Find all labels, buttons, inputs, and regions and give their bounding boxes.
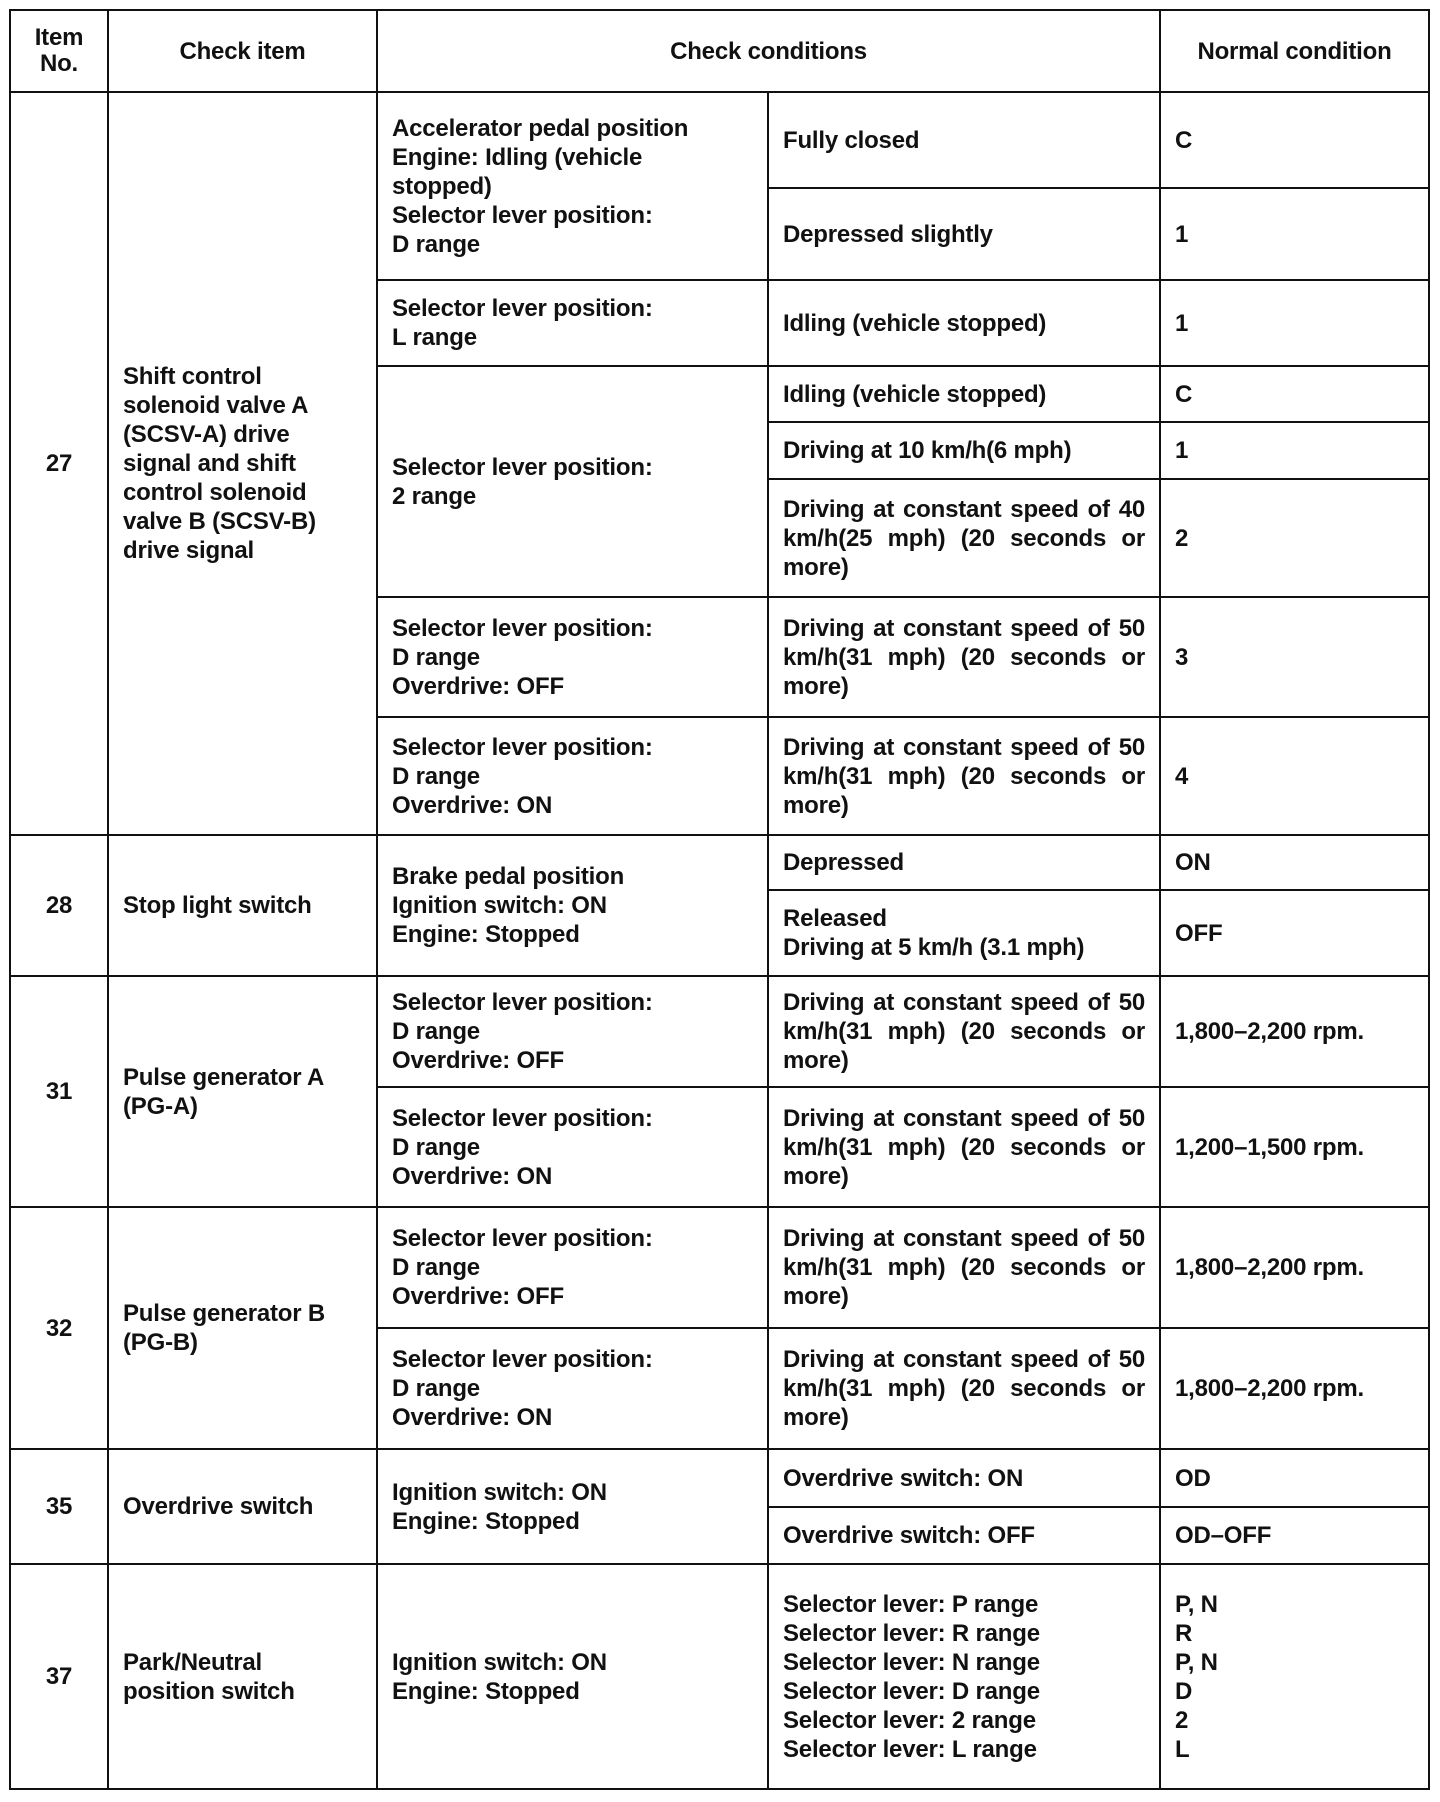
normal-condition: 3: [1160, 597, 1429, 717]
condition-detail: Overdrive switch: ON: [768, 1449, 1160, 1507]
condition-detail: Driving at constant speed of 50 km/h(31 mph) (20 seconds or more): [768, 1207, 1160, 1328]
check-item: Pulse generator A (PG-A): [108, 976, 377, 1207]
condition-detail: Fully closed: [768, 92, 1160, 188]
table-row: [10, 1449, 1429, 1507]
normal-condition: ON: [1160, 835, 1429, 890]
normal-condition: 2: [1160, 479, 1429, 597]
condition-detail: Driving at constant speed of 50 km/h(31 mph) (20 seconds or more): [768, 597, 1160, 717]
check-condition: Selector lever position: 2 range: [377, 366, 768, 597]
header-normal-condition: Normal condition: [1160, 10, 1429, 92]
header-check-conditions: Check conditions: [377, 10, 1160, 92]
condition-detail: Released Driving at 5 km/h (3.1 mph): [768, 890, 1160, 976]
normal-condition: OD–OFF: [1160, 1507, 1429, 1564]
check-condition: Selector lever position: D range Overdrive: ON: [377, 1328, 768, 1449]
normal-condition: 1,200–1,500 rpm.: [1160, 1087, 1429, 1207]
condition-detail: Idling (vehicle stopped): [768, 366, 1160, 422]
normal-condition: 4: [1160, 717, 1429, 835]
check-condition: Brake pedal position Ignition switch: ON Engine: Stopped: [377, 835, 768, 976]
condition-detail: Overdrive switch: OFF: [768, 1507, 1160, 1564]
normal-condition: 1: [1160, 188, 1429, 280]
normal-condition: 1,800–2,200 rpm.: [1160, 976, 1429, 1087]
check-condition: Selector lever position: D range Overdrive: OFF: [377, 1207, 768, 1328]
check-item: Park/Neutral position switch: [108, 1564, 377, 1789]
check-condition: Selector lever position: D range Overdrive: OFF: [377, 976, 768, 1087]
header-item-no: Item No.: [10, 10, 108, 92]
check-condition: Selector lever position: D range Overdrive: ON: [377, 717, 768, 835]
check-condition: Ignition switch: ON Engine: Stopped: [377, 1449, 768, 1564]
normal-condition: 1,800–2,200 rpm.: [1160, 1207, 1429, 1328]
normal-condition: 1,800–2,200 rpm.: [1160, 1328, 1429, 1449]
condition-detail: Depressed slightly: [768, 188, 1160, 280]
item-number: 32: [10, 1207, 108, 1449]
item-number: 31: [10, 976, 108, 1207]
condition-detail: Selector lever: P range Selector lever: R range Selector lever: N range Selector lever: D range Selector lever: 2 range Selector lever: L range: [768, 1564, 1160, 1789]
check-condition: Accelerator pedal position Engine: Idling (vehicle stopped) Selector lever position: D range: [377, 92, 768, 280]
item-number: 27: [10, 92, 108, 835]
check-item: Overdrive switch: [108, 1449, 377, 1564]
normal-condition: OFF: [1160, 890, 1429, 976]
check-condition: Selector lever position: D range Overdrive: ON: [377, 1087, 768, 1207]
table-row: [10, 92, 1429, 188]
item-number: 28: [10, 835, 108, 976]
condition-detail: Driving at constant speed of 50 km/h(31 mph) (20 seconds or more): [768, 1328, 1160, 1449]
check-condition: Selector lever position: D range Overdrive: OFF: [377, 597, 768, 717]
item-number: 35: [10, 1449, 108, 1564]
header-check-item: Check item: [108, 10, 377, 92]
check-item: Shift control solenoid valve A (SCSV-A) drive signal and shift control solenoid valve B (SCSV-B) drive signal: [108, 92, 377, 835]
table-row: [10, 1207, 1429, 1328]
condition-detail: Driving at constant speed of 50 km/h(31 mph) (20 seconds or more): [768, 1087, 1160, 1207]
condition-detail: Driving at constant speed of 50 km/h(31 mph) (20 seconds or more): [768, 717, 1160, 835]
condition-detail: Idling (vehicle stopped): [768, 280, 1160, 366]
normal-condition: 1: [1160, 280, 1429, 366]
condition-detail: Driving at constant speed of 50 km/h(31 mph) (20 seconds or more): [768, 976, 1160, 1087]
normal-condition: OD: [1160, 1449, 1429, 1507]
normal-condition: P, N R P, N D 2 L: [1160, 1564, 1429, 1789]
normal-condition: C: [1160, 366, 1429, 422]
table-row: [10, 1564, 1429, 1789]
table-row: [10, 976, 1429, 1087]
condition-detail: Driving at 10 km/h(6 mph): [768, 422, 1160, 479]
condition-detail: Depressed: [768, 835, 1160, 890]
item-number: 37: [10, 1564, 108, 1789]
check-condition: Ignition switch: ON Engine: Stopped: [377, 1564, 768, 1789]
header-row: [10, 10, 1429, 92]
check-item: Stop light switch: [108, 835, 377, 976]
check-table: [9, 9, 1430, 1790]
normal-condition: C: [1160, 92, 1429, 188]
table-row: [10, 835, 1429, 890]
check-item: Pulse generator B (PG-B): [108, 1207, 377, 1449]
check-condition: Selector lever position: L range: [377, 280, 768, 366]
normal-condition: 1: [1160, 422, 1429, 479]
condition-detail: Driving at constant speed of 40 km/h(25 mph) (20 seconds or more): [768, 479, 1160, 597]
